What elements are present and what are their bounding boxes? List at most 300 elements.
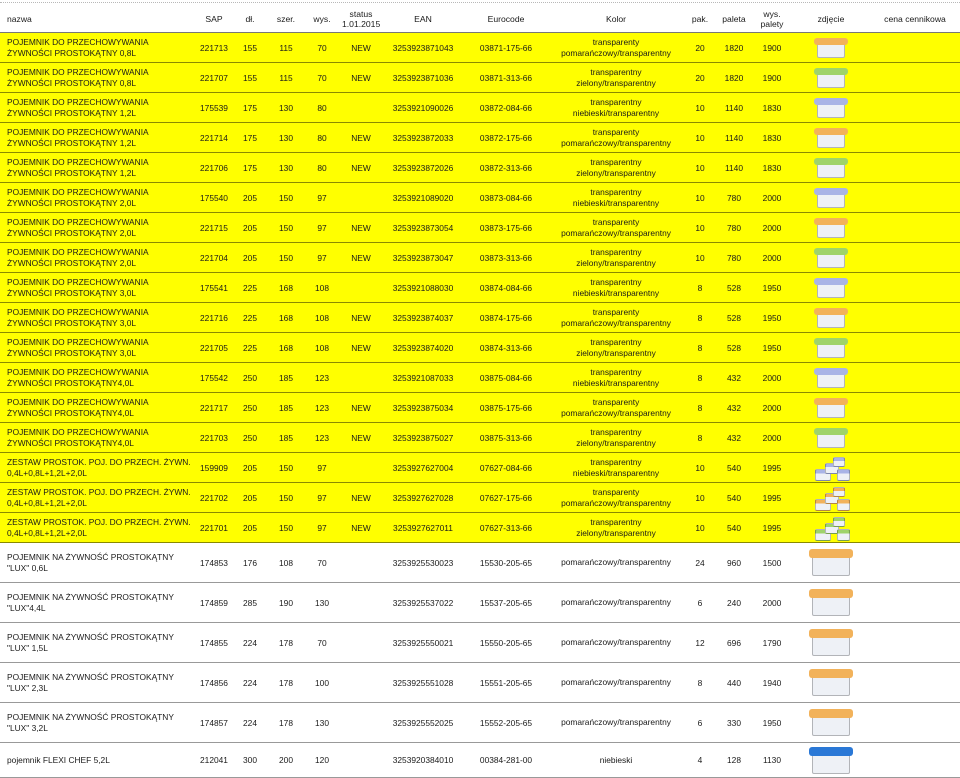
cell-ean: 3253925530023 [382, 543, 464, 583]
cell-name: POJEMNIK DO PRZECHOWYWANIA ŻYWNOŚCI PROSTOKĄTNY4,0L [0, 393, 196, 423]
cell-sap: 221714 [196, 123, 232, 153]
cell-cena [870, 703, 960, 743]
col-header-dl: dł. [232, 6, 268, 33]
cell-szer: 178 [268, 663, 304, 703]
cell-szer: 150 [268, 483, 304, 513]
cell-status: NEW [340, 243, 382, 273]
cell-pak: 10 [684, 243, 716, 273]
cell-paleta: 1140 [716, 153, 752, 183]
cell-kolor: transparenty pomarańczowy/transparentny [548, 393, 684, 423]
cell-cena [870, 33, 960, 63]
cell-eurocode: 07627-175-66 [464, 483, 548, 513]
cell-wys: 80 [304, 153, 340, 183]
cell-paleta: 540 [716, 483, 752, 513]
cell-sap: 221702 [196, 483, 232, 513]
flexi-box-icon [809, 747, 853, 774]
cell-ean: 3253923871043 [382, 33, 464, 63]
table-row [0, 93, 960, 123]
cell-sap: 221701 [196, 513, 232, 543]
cell-kolor: transparentny zielony/transparentny [548, 423, 684, 453]
cell-eurocode: 03872-084-66 [464, 93, 548, 123]
cell-zdjecie [792, 583, 870, 623]
cell-name: POJEMNIK DO PRZECHOWYWANIA ŻYWNOŚCI PROSTOKĄTNY 2,0L [0, 243, 196, 273]
cell-name: POJEMNIK NA ŻYWNOŚĆ PROSTOKĄTNY "LUX"4,4L [0, 583, 196, 623]
cell-kolor: transparentny zielony/transparentny [548, 153, 684, 183]
cell-name: POJEMNIK NA ŻYWNOŚĆ PROSTOKĄTNY "LUX" 3,2L [0, 703, 196, 743]
table-row [0, 423, 960, 453]
cell-eurocode: 03872-313-66 [464, 153, 548, 183]
cell-wys-palety: 1995 [752, 513, 792, 543]
cell-cena [870, 363, 960, 393]
cell-wys-palety: 1830 [752, 153, 792, 183]
cell-status [340, 703, 382, 743]
cell-kolor: transparentny zielony/transparentny [548, 333, 684, 363]
table-row [0, 303, 960, 333]
col-header-sap: SAP [196, 6, 232, 33]
cell-cena [870, 423, 960, 453]
box-blue-lid-icon [814, 368, 848, 388]
cell-paleta: 240 [716, 583, 752, 623]
cell-wys: 70 [304, 63, 340, 93]
lux-box-icon [809, 549, 853, 576]
cell-zdjecie [792, 123, 870, 153]
table-row [0, 483, 960, 513]
cell-dl: 250 [232, 363, 268, 393]
cell-pak: 12 [684, 623, 716, 663]
cell-ean: 3253923875034 [382, 393, 464, 423]
cell-szer: 185 [268, 393, 304, 423]
box-orange-lid-icon [814, 38, 848, 58]
cell-dl: 205 [232, 513, 268, 543]
cell-status: NEW [340, 123, 382, 153]
cell-paleta: 432 [716, 393, 752, 423]
col-header-wys-palety [752, 6, 792, 33]
cell-dl: 250 [232, 423, 268, 453]
col-header-eurocode: Eurocode [464, 6, 548, 33]
cell-szer: 200 [268, 743, 304, 778]
cell-ean: 3253921088030 [382, 273, 464, 303]
cell-eurocode: 03874-084-66 [464, 273, 548, 303]
cell-kolor: transparentny niebieski/transparentny [548, 363, 684, 393]
cell-wys: 97 [304, 183, 340, 213]
col-header-kolor: Kolor [548, 6, 684, 33]
cell-dl: 155 [232, 63, 268, 93]
cell-wys-palety: 1130 [752, 743, 792, 778]
cell-dl: 300 [232, 743, 268, 778]
col-header-zdjecie: zdjęcie [792, 6, 870, 33]
cell-dl: 205 [232, 243, 268, 273]
cell-cena [870, 303, 960, 333]
cell-paleta: 1140 [716, 93, 752, 123]
table-row [0, 33, 960, 63]
col-header-nazwa: nazwa [0, 6, 196, 33]
cell-name: POJEMNIK DO PRZECHOWYWANIA ŻYWNOŚCI PROSTOKĄTNY4,0L [0, 423, 196, 453]
wys-palety-header-line1: wys. [763, 9, 781, 19]
header-row [0, 6, 960, 33]
cell-kolor: pomarańczowy/transparentny [548, 543, 684, 583]
lux-box-icon [809, 669, 853, 696]
cell-szer: 108 [268, 543, 304, 583]
cell-wys: 100 [304, 663, 340, 703]
lux-box-icon [809, 589, 853, 616]
cell-kolor: transparentny niebieski/transparentny [548, 273, 684, 303]
cell-wys: 108 [304, 273, 340, 303]
cell-eurocode: 03873-175-66 [464, 213, 548, 243]
cell-zdjecie [792, 543, 870, 583]
cell-szer: 115 [268, 33, 304, 63]
cell-eurocode: 15537-205-65 [464, 583, 548, 623]
cell-ean: 3253923874020 [382, 333, 464, 363]
cell-eurocode: 03872-175-66 [464, 123, 548, 153]
cell-name: POJEMNIK DO PRZECHOWYWANIA ŻYWNOŚCI PROSTOKĄTNY 2,0L [0, 213, 196, 243]
cell-zdjecie [792, 623, 870, 663]
cell-paleta: 1820 [716, 63, 752, 93]
cell-paleta: 1140 [716, 123, 752, 153]
cell-szer: 130 [268, 153, 304, 183]
cell-wys: 97 [304, 513, 340, 543]
cell-dl: 205 [232, 483, 268, 513]
cell-wys-palety: 1950 [752, 703, 792, 743]
cell-cena [870, 93, 960, 123]
cell-eurocode: 03874-175-66 [464, 303, 548, 333]
cell-status: NEW [340, 153, 382, 183]
cell-pak: 8 [684, 393, 716, 423]
set-green-icon [813, 515, 849, 541]
cell-szer: 168 [268, 303, 304, 333]
cell-kolor: pomarańczowy/transparentny [548, 623, 684, 663]
cell-dl: 224 [232, 703, 268, 743]
cell-sap: 174853 [196, 543, 232, 583]
cell-wys: 97 [304, 213, 340, 243]
cell-name: POJEMNIK NA ŻYWNOŚĆ PROSTOKĄTNY "LUX" 2,3L [0, 663, 196, 703]
cell-dl: 285 [232, 583, 268, 623]
cell-pak: 8 [684, 303, 716, 333]
table-row [0, 183, 960, 213]
cell-paleta: 780 [716, 243, 752, 273]
cell-sap: 159909 [196, 453, 232, 483]
cell-name: POJEMNIK DO PRZECHOWYWANIA ŻYWNOŚCI PROSTOKĄTNY4,0L [0, 363, 196, 393]
cell-zdjecie [792, 93, 870, 123]
cell-kolor: niebieski [548, 743, 684, 778]
cell-status: NEW [340, 63, 382, 93]
table-row [0, 123, 960, 153]
cell-szer: 185 [268, 423, 304, 453]
cell-paleta: 696 [716, 623, 752, 663]
cell-wys-palety: 1950 [752, 303, 792, 333]
cell-sap: 212041 [196, 743, 232, 778]
cell-cena [870, 623, 960, 663]
cell-pak: 10 [684, 153, 716, 183]
cell-name: POJEMNIK NA ŻYWNOŚĆ PROSTOKĄTNY "LUX" 0,6L [0, 543, 196, 583]
cell-zdjecie [792, 153, 870, 183]
table-row [0, 243, 960, 273]
cell-kolor: transparentny niebieski/transparentny [548, 93, 684, 123]
table-row [0, 213, 960, 243]
cell-wys-palety: 1995 [752, 453, 792, 483]
cell-ean: 3253925551028 [382, 663, 464, 703]
cell-status: NEW [340, 393, 382, 423]
cell-wys-palety: 1900 [752, 33, 792, 63]
cell-paleta: 528 [716, 273, 752, 303]
cell-name: ZESTAW PROSTOK. POJ. DO PRZECH. ŻYWN. 0,4L+0,8L+1,2L+2,0L [0, 513, 196, 543]
cell-ean: 3253921087033 [382, 363, 464, 393]
cell-szer: 178 [268, 623, 304, 663]
cell-ean: 3253923875027 [382, 423, 464, 453]
cell-cena [870, 543, 960, 583]
cell-sap: 175542 [196, 363, 232, 393]
table-row [0, 273, 960, 303]
cell-kolor: transparenty pomarańczowy/transparentny [548, 303, 684, 333]
cell-wys-palety: 2000 [752, 183, 792, 213]
col-header-pak: pak. [684, 6, 716, 33]
cell-wys-palety: 2000 [752, 393, 792, 423]
cell-paleta: 432 [716, 423, 752, 453]
cell-dl: 225 [232, 333, 268, 363]
cell-wys: 123 [304, 393, 340, 423]
cell-kolor: pomarańczowy/transparentny [548, 663, 684, 703]
box-green-lid-icon [814, 158, 848, 178]
cell-zdjecie [792, 63, 870, 93]
cell-wys: 108 [304, 303, 340, 333]
cell-dl: 205 [232, 453, 268, 483]
product-table [0, 6, 960, 778]
cell-pak: 10 [684, 183, 716, 213]
cell-sap: 221707 [196, 63, 232, 93]
cell-zdjecie [792, 663, 870, 703]
cell-eurocode: 03873-313-66 [464, 243, 548, 273]
cell-paleta: 432 [716, 363, 752, 393]
cell-wys-palety: 1790 [752, 623, 792, 663]
cell-paleta: 780 [716, 213, 752, 243]
box-orange-lid-icon [814, 218, 848, 238]
cell-szer: 185 [268, 363, 304, 393]
cell-szer: 130 [268, 123, 304, 153]
cell-status [340, 623, 382, 663]
cell-pak: 10 [684, 453, 716, 483]
status-header-line1: status [349, 9, 373, 19]
cell-pak: 10 [684, 93, 716, 123]
cell-wys-palety: 1950 [752, 273, 792, 303]
cell-wys-palety: 2000 [752, 213, 792, 243]
cell-zdjecie [792, 513, 870, 543]
cell-szer: 130 [268, 93, 304, 123]
cell-wys: 130 [304, 583, 340, 623]
cell-sap: 175541 [196, 273, 232, 303]
cell-eurocode: 00384-281-00 [464, 743, 548, 778]
cell-sap: 175540 [196, 183, 232, 213]
cell-sap: 221713 [196, 33, 232, 63]
cell-kolor: pomarańczowy/transparentny [548, 583, 684, 623]
cell-ean: 3253923873047 [382, 243, 464, 273]
table-row [0, 663, 960, 703]
cell-kolor: transparentny zielony/transparentny [548, 63, 684, 93]
cell-cena [870, 663, 960, 703]
cell-szer: 150 [268, 183, 304, 213]
cell-status: NEW [340, 423, 382, 453]
cell-name: ZESTAW PROSTOK. POJ. DO PRZECH. ŻYWN. 0,4L+0,8L+1,2L+2,0L [0, 453, 196, 483]
box-green-lid-icon [814, 248, 848, 268]
product-rows [0, 33, 960, 778]
cell-pak: 6 [684, 583, 716, 623]
cell-dl: 250 [232, 393, 268, 423]
box-green-lid-icon [814, 428, 848, 448]
table-row [0, 333, 960, 363]
table-row [0, 543, 960, 583]
cell-zdjecie [792, 303, 870, 333]
set-blue-icon [813, 455, 849, 481]
col-header-wys: wys. [304, 6, 340, 33]
cell-wys: 123 [304, 423, 340, 453]
cell-status [340, 363, 382, 393]
cell-kolor: transparenty pomarańczowy/transparentny [548, 213, 684, 243]
col-header-cena: cena cennikowa [870, 6, 960, 33]
cell-kolor: transparenty pomarańczowy/transparentny [548, 33, 684, 63]
cell-name: POJEMNIK DO PRZECHOWYWANIA ŻYWNOŚCI PROSTOKĄTNY 3,0L [0, 273, 196, 303]
cell-name: POJEMNIK DO PRZECHOWYWANIA ŻYWNOŚCI PROSTOKĄTNY 0,8L [0, 33, 196, 63]
cell-wys-palety: 2000 [752, 583, 792, 623]
cell-cena [870, 333, 960, 363]
cell-sap: 221716 [196, 303, 232, 333]
cell-name: POJEMNIK DO PRZECHOWYWANIA ŻYWNOŚCI PROSTOKĄTNY 3,0L [0, 303, 196, 333]
cell-paleta: 1820 [716, 33, 752, 63]
cell-dl: 175 [232, 93, 268, 123]
cell-zdjecie [792, 213, 870, 243]
cell-zdjecie [792, 33, 870, 63]
cell-zdjecie [792, 743, 870, 778]
cell-wys-palety: 2000 [752, 363, 792, 393]
table-row [0, 743, 960, 778]
cell-eurocode: 03875-313-66 [464, 423, 548, 453]
cell-wys: 120 [304, 743, 340, 778]
cell-paleta: 960 [716, 543, 752, 583]
cell-zdjecie [792, 393, 870, 423]
cell-pak: 8 [684, 663, 716, 703]
box-blue-lid-icon [814, 188, 848, 208]
box-orange-lid-icon [814, 128, 848, 148]
cell-name: POJEMNIK DO PRZECHOWYWANIA ŻYWNOŚCI PROSTOKĄTNY 0,8L [0, 63, 196, 93]
cell-wys-palety: 1900 [752, 63, 792, 93]
cell-ean: 3253927627011 [382, 513, 464, 543]
cell-wys: 70 [304, 543, 340, 583]
cell-wys: 130 [304, 703, 340, 743]
cell-szer: 150 [268, 213, 304, 243]
cell-ean: 3253927627004 [382, 453, 464, 483]
cell-pak: 10 [684, 513, 716, 543]
cell-ean: 3253923872026 [382, 153, 464, 183]
cell-pak: 6 [684, 703, 716, 743]
cell-status: NEW [340, 33, 382, 63]
col-header-szer: szer. [268, 6, 304, 33]
table-row [0, 513, 960, 543]
cell-cena [870, 243, 960, 273]
cell-sap: 174855 [196, 623, 232, 663]
cell-paleta: 528 [716, 303, 752, 333]
cell-name: pojemnik FLEXI CHEF 5,2L [0, 743, 196, 778]
lux-box-icon [809, 709, 853, 736]
cell-zdjecie [792, 703, 870, 743]
cell-kolor: transparentny niebieski/transparentny [548, 453, 684, 483]
cell-dl: 225 [232, 273, 268, 303]
cell-ean: 3253927627028 [382, 483, 464, 513]
cell-wys-palety: 1995 [752, 483, 792, 513]
table-row [0, 363, 960, 393]
cell-sap: 221717 [196, 393, 232, 423]
cell-wys: 97 [304, 483, 340, 513]
cell-paleta: 528 [716, 333, 752, 363]
cell-eurocode: 03875-084-66 [464, 363, 548, 393]
cell-wys-palety: 2000 [752, 243, 792, 273]
cell-pak: 10 [684, 123, 716, 153]
table-row [0, 623, 960, 663]
cell-status [340, 663, 382, 703]
cell-sap: 221706 [196, 153, 232, 183]
cell-cena [870, 213, 960, 243]
cell-ean: 3253921089020 [382, 183, 464, 213]
cell-pak: 20 [684, 63, 716, 93]
cell-sap: 221704 [196, 243, 232, 273]
cell-wys-palety: 1500 [752, 543, 792, 583]
cell-szer: 150 [268, 243, 304, 273]
cell-pak: 10 [684, 213, 716, 243]
cell-name: POJEMNIK NA ŻYWNOŚĆ PROSTOKĄTNY "LUX" 1,5L [0, 623, 196, 663]
cell-cena [870, 453, 960, 483]
cell-szer: 178 [268, 703, 304, 743]
cell-wys: 80 [304, 123, 340, 153]
cell-eurocode: 03871-313-66 [464, 63, 548, 93]
cell-ean: 3253925550021 [382, 623, 464, 663]
cell-status [340, 183, 382, 213]
cell-kolor: pomarańczowy/transparentny [548, 703, 684, 743]
cell-szer: 115 [268, 63, 304, 93]
cell-pak: 24 [684, 543, 716, 583]
cell-zdjecie [792, 273, 870, 303]
box-orange-lid-icon [814, 398, 848, 418]
box-blue-lid-icon [814, 278, 848, 298]
cell-ean: 3253920384010 [382, 743, 464, 778]
cell-cena [870, 393, 960, 423]
cell-sap: 221703 [196, 423, 232, 453]
cell-cena [870, 153, 960, 183]
cell-dl: 175 [232, 123, 268, 153]
cell-name: POJEMNIK DO PRZECHOWYWANIA ŻYWNOŚCI PROSTOKĄTNY 1,2L [0, 153, 196, 183]
set-orange-icon [813, 485, 849, 511]
cell-eurocode: 07627-313-66 [464, 513, 548, 543]
cell-pak: 4 [684, 743, 716, 778]
cell-paleta: 128 [716, 743, 752, 778]
cell-dl: 224 [232, 663, 268, 703]
cell-name: POJEMNIK DO PRZECHOWYWANIA ŻYWNOŚCI PROSTOKĄTNY 3,0L [0, 333, 196, 363]
cell-paleta: 780 [716, 183, 752, 213]
cell-szer: 168 [268, 273, 304, 303]
cell-szer: 168 [268, 333, 304, 363]
cell-szer: 150 [268, 453, 304, 483]
cell-zdjecie [792, 483, 870, 513]
cell-kolor: transparentny niebieski/transparentny [548, 183, 684, 213]
cell-name: ZESTAW PROSTOK. POJ. DO PRZECH. ŻYWN. 0,4L+0,8L+1,2L+2,0L [0, 483, 196, 513]
cell-status [340, 273, 382, 303]
cell-zdjecie [792, 363, 870, 393]
col-header-status [340, 6, 382, 33]
box-orange-lid-icon [814, 308, 848, 328]
cell-dl: 225 [232, 303, 268, 333]
cell-dl: 205 [232, 183, 268, 213]
cell-szer: 150 [268, 513, 304, 543]
cell-ean: 3253923873054 [382, 213, 464, 243]
table-row [0, 393, 960, 423]
cell-cena [870, 483, 960, 513]
cell-wys-palety: 1950 [752, 333, 792, 363]
cell-zdjecie [792, 423, 870, 453]
